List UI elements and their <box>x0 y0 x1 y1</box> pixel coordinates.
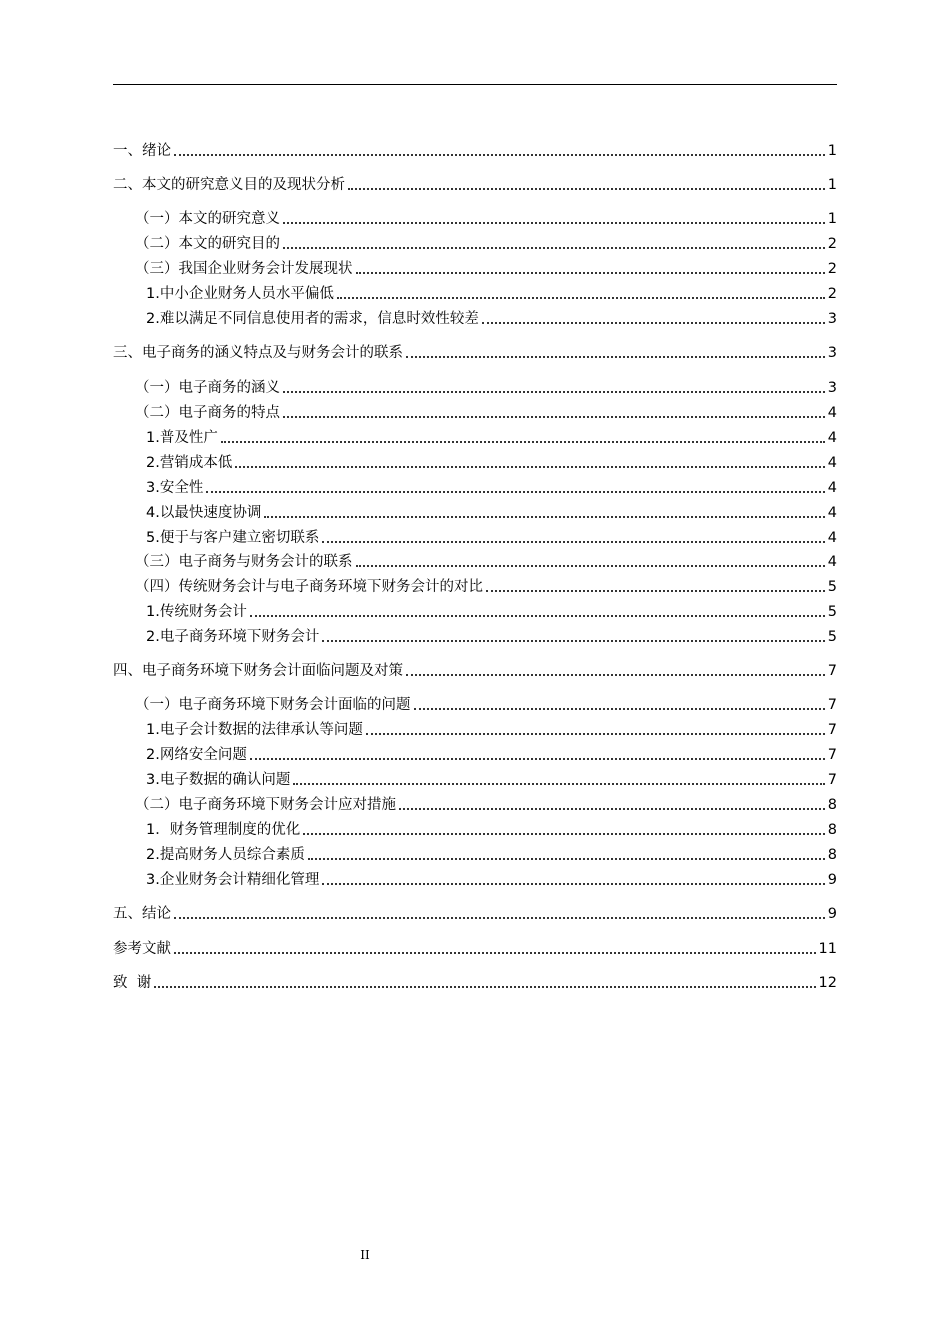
toc-entry-page: 1 <box>827 143 837 159</box>
toc-dot-leader <box>337 297 825 299</box>
toc-entry-title: 一、绪论 <box>113 143 171 159</box>
toc-entry-page: 8 <box>827 822 837 838</box>
toc-dot-leader <box>250 615 825 617</box>
toc-entry-page: 7 <box>827 663 837 679</box>
toc-entry[interactable] <box>113 172 837 194</box>
toc-entry-page: 9 <box>827 872 837 888</box>
toc-entry-title: 2.网络安全问题 <box>146 747 247 763</box>
toc-entry-title: 2.难以满足不同信息使用者的需求，信息时效性较差 <box>146 311 479 327</box>
toc-dot-leader <box>303 833 825 835</box>
toc-entry-title: （一）电子商务的涵义 <box>135 380 280 396</box>
toc-entry[interactable] <box>113 281 837 303</box>
toc-entry-page: 4 <box>827 530 837 546</box>
toc-entry-title: 4.以最快速度协调 <box>146 505 262 521</box>
toc-dot-leader <box>482 322 825 324</box>
toc-dot-leader <box>174 952 816 954</box>
toc-dot-leader <box>356 565 825 567</box>
toc-entry[interactable] <box>113 138 837 160</box>
toc-entry-page: 8 <box>827 797 837 813</box>
toc-dot-leader <box>406 674 825 676</box>
toc-entry-page: 5 <box>827 604 837 620</box>
toc-dot-leader <box>283 247 825 249</box>
toc-dot-leader <box>366 733 825 735</box>
toc-entry-title: 2.营销成本低 <box>146 455 233 471</box>
toc-entry-title: （二）电子商务环境下财务会计应对措施 <box>135 797 396 813</box>
toc-entry-title: 四、电子商务环境下财务会计面临问题及对策 <box>113 663 403 679</box>
header-rule <box>113 84 837 85</box>
toc-entry-page: 11 <box>818 941 837 957</box>
toc-entry-title: 1．财务管理制度的优化 <box>146 822 301 838</box>
toc-dot-leader <box>399 808 825 810</box>
toc-dot-leader <box>308 858 825 860</box>
toc-entry-title: 1.中小企业财务人员水平偏低 <box>146 286 334 302</box>
toc-entry[interactable] <box>113 256 837 278</box>
toc-entry-title: 五、结论 <box>113 906 171 922</box>
toc-entry[interactable] <box>113 549 837 571</box>
toc-entry[interactable] <box>113 599 837 621</box>
toc-dot-leader <box>322 640 824 642</box>
toc-entry[interactable] <box>113 901 837 923</box>
toc-entry-page: 4 <box>827 430 837 446</box>
toc-entry[interactable] <box>113 767 837 789</box>
toc-dot-leader <box>406 356 825 358</box>
toc-entry[interactable] <box>113 574 837 596</box>
toc-entry-title: 3.电子数据的确认问题 <box>146 772 291 788</box>
toc-entry-title: 二、本文的研究意义目的及现状分析 <box>113 177 345 193</box>
toc-entry[interactable] <box>113 375 837 397</box>
toc-entry[interactable] <box>113 425 837 447</box>
toc-entry[interactable] <box>113 206 837 228</box>
toc-entry-page: 1 <box>827 177 837 193</box>
toc-entry-page: 4 <box>827 554 837 570</box>
toc-entry-page: 2 <box>827 236 837 252</box>
toc-entry[interactable] <box>113 692 837 714</box>
toc-entry-title: （一）本文的研究意义 <box>135 211 280 227</box>
toc-entry-page: 4 <box>827 505 837 521</box>
toc-dot-leader <box>348 188 825 190</box>
toc-entry-page: 7 <box>827 772 837 788</box>
toc-dot-leader <box>322 541 824 543</box>
toc-entry[interactable] <box>113 717 837 739</box>
toc-entry-page: 3 <box>827 311 837 327</box>
toc-entry[interactable] <box>113 624 837 646</box>
toc-entry[interactable] <box>113 525 837 547</box>
toc-dot-leader <box>174 154 825 156</box>
toc-entry[interactable] <box>113 340 837 362</box>
toc-entry-title: 2.提高财务人员综合素质 <box>146 847 305 863</box>
toc-entry-page: 8 <box>827 847 837 863</box>
toc-entry-page: 4 <box>827 405 837 421</box>
toc-entry-title: （二）本文的研究目的 <box>135 236 280 252</box>
toc-dot-leader <box>293 783 824 785</box>
toc-entry[interactable] <box>113 231 837 253</box>
page-number-footer: II <box>360 1248 370 1262</box>
toc-entry-title: 1.传统财务会计 <box>146 604 247 620</box>
toc-entry-page: 9 <box>827 906 837 922</box>
toc-dot-leader <box>283 222 825 224</box>
toc-entry-page: 7 <box>827 722 837 738</box>
toc-entry-title: 1.电子会计数据的法律承认等问题 <box>146 722 363 738</box>
toc-entry-title: 参考文献 <box>113 941 171 957</box>
toc-entry-title: （三）我国企业财务会计发展现状 <box>135 261 353 277</box>
toc-entry-page: 12 <box>818 975 837 991</box>
toc-entry-title: 2.电子商务环境下财务会计 <box>146 629 320 645</box>
toc-dot-leader <box>322 883 824 885</box>
toc-dot-leader <box>174 917 825 919</box>
toc-entry[interactable] <box>113 970 837 992</box>
toc-entry-page: 7 <box>827 747 837 763</box>
toc-dot-leader <box>250 758 825 760</box>
toc-dot-leader <box>414 708 825 710</box>
toc-entry-title: （二）电子商务的特点 <box>135 405 280 421</box>
toc-entry-page: 5 <box>827 629 837 645</box>
toc-entry-page: 2 <box>827 286 837 302</box>
toc-dot-leader <box>235 466 824 468</box>
toc-entry-page: 4 <box>827 455 837 471</box>
toc-dot-leader <box>264 516 824 518</box>
toc-entry-page: 7 <box>827 697 837 713</box>
toc-entry[interactable] <box>113 742 837 764</box>
toc-entry-page: 1 <box>827 211 837 227</box>
toc-dot-leader <box>356 272 825 274</box>
toc-entry-title: （一）电子商务环境下财务会计面临的问题 <box>135 697 411 713</box>
toc-entry-title: 3.安全性 <box>146 480 204 496</box>
toc-dot-leader <box>221 441 825 443</box>
toc-entry[interactable] <box>113 306 837 328</box>
toc-entry-title: 3.企业财务会计精细化管理 <box>146 872 320 888</box>
toc-entry[interactable] <box>113 817 837 839</box>
toc-entry[interactable] <box>113 867 837 889</box>
toc-entry-page: 3 <box>827 345 837 361</box>
toc-entry[interactable] <box>113 475 837 497</box>
toc-entry-title: 三、电子商务的涵义特点及与财务会计的联系 <box>113 345 403 361</box>
toc-dot-leader <box>486 590 825 592</box>
toc-entry[interactable] <box>113 500 837 522</box>
toc-entry-title: 致 谢 <box>113 975 152 991</box>
toc-entry[interactable] <box>113 400 837 422</box>
toc-dot-leader <box>154 986 815 988</box>
toc-entry[interactable] <box>113 842 837 864</box>
toc-dot-leader <box>283 391 825 393</box>
toc-dot-leader <box>206 491 824 493</box>
toc-entry[interactable] <box>113 658 837 680</box>
toc-entry[interactable] <box>113 792 837 814</box>
toc-entry-title: 1.普及性广 <box>146 430 218 446</box>
toc-entry-page: 3 <box>827 380 837 396</box>
toc-entry-title: （四）传统财务会计与电子商务环境下财务会计的对比 <box>135 579 483 595</box>
toc-entry[interactable] <box>113 450 837 472</box>
toc-dot-leader <box>283 416 825 418</box>
toc-entry-page: 5 <box>827 579 837 595</box>
toc-entry[interactable] <box>113 936 837 958</box>
toc-entry-page: 2 <box>827 261 837 277</box>
toc-entry-title: （三）电子商务与财务会计的联系 <box>135 554 353 570</box>
toc-entry-page: 4 <box>827 480 837 496</box>
toc-entry-title: 5.便于与客户建立密切联系 <box>146 530 320 546</box>
